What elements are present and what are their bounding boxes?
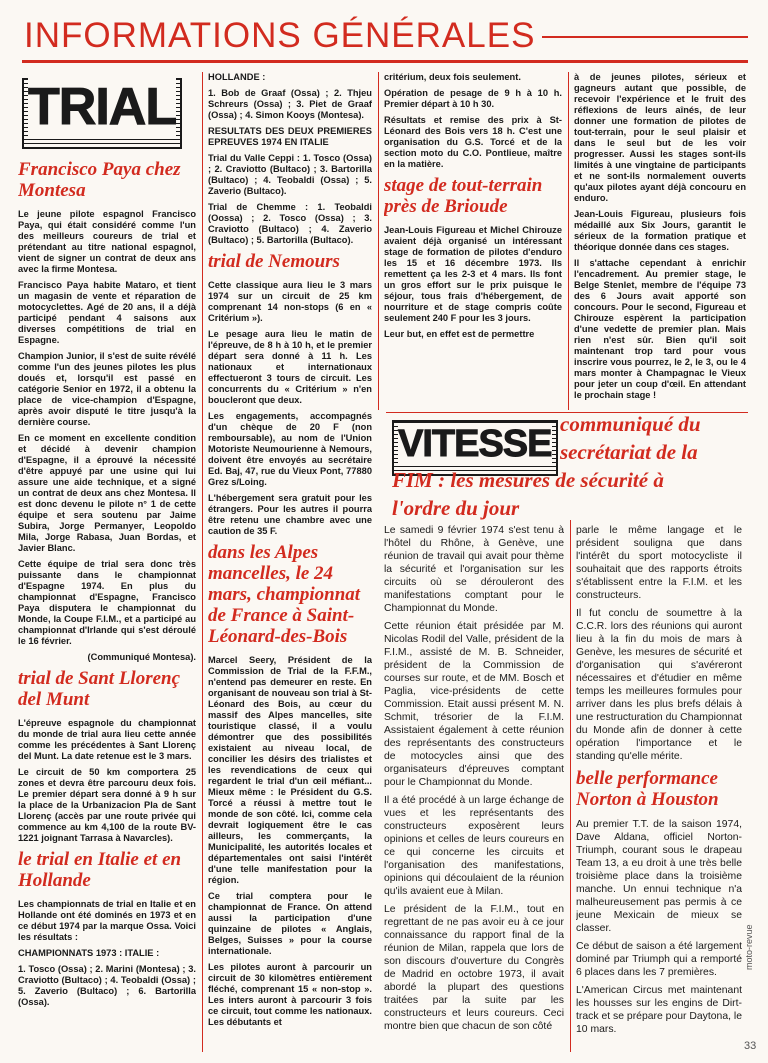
vitesse-column-left [384, 524, 564, 1054]
paragraph: à de jeunes pilotes, sérieux et gagneurs autant que possible, de recevoir l'expérience et le fruit des réflexions de leurs aînés, de leur donner une formation de pilotes de tout-terrain, pour le seul plaisir et dans le seul but de les voir progresser. Aussi les stages sont-ils limités à une vingtaine de participants et ne sont-ils normalement ouverts qu'aux pilotes ayant déjà concouru en enduro. [574, 72, 746, 203]
column-4 [574, 72, 746, 408]
column-divider-4 [570, 520, 571, 1052]
column-divider-2 [378, 72, 379, 410]
section-title: INFORMATIONS GÉNÉRALES [24, 16, 536, 55]
page-header [22, 10, 748, 63]
paragraph: Au premier T.T. de la saison 1974, Dave Aldana, officiel Norton-Triumph, courant sous le drapeau Team 13, a eu droit à une très belle troisième place dans la troisième manche. Un ennui technique n'a malheureusement pas permis à ce jeune Mexicain de mieux se classer. [576, 819, 742, 934]
headline-sant-llorenc: trial de Sant Llorenç del Munt [18, 668, 181, 710]
paragraph: parle le même langage et le président souligna que dans l'intérêt du sport motocycliste il souhaitait que des rapports étroits s'établissent entre la F.I.M. et les constructeurs. [576, 525, 742, 601]
paragraph: 1. Bob de Graaf (Ossa) ; 2. Thjeu Schreurs (Ossa) ; 3. Piet de Graaf (Ossa) ; 4. Simon Kooys (Montesa). [208, 88, 372, 120]
paragraph: L'American Circus met maintenant les housses sur les engins de Dirt-track et se prépare pour Daytona, le 10 mars. [576, 985, 742, 1035]
column-2 [208, 72, 372, 1052]
paragraph: Le président de la F.I.M., tout en regrettant de ne pas avoir eu à ce jour connaissance du rapport final de la réunion de Milan, rappela que lors de son discours d'ouverture du Congrès de Madrid en octobre 1973, il avait abordé la plupart des questions traitées par la suite par les constructeurs et leurs coureurs. Ceci montre bien que chacun de son côté [384, 904, 564, 1032]
headline-nemours: trial de Nemours [208, 251, 340, 272]
paragraph: Résultats et remise des prix à St-Léonard des Bois vers 18 h. C'est une organisation du G.S. Torcé et de la section moto du C.O. Pontlieue, maître en la matière. [384, 115, 562, 169]
paragraph: Le circuit de 50 km comportera 25 zones et devra être parcouru deux fois. Le premier départ sera donné à 9 h sur la place de la Urbanizacion Pla de Sant Llorenç (accès par une route privée qui commence au km 4,100 de la route BV-1221 joignant Tarrasa à Navarcles). [18, 767, 196, 843]
paragraph: Ce début de saison a été largement dominé par Triumph qui a remporté 6 places dans les 7 premières. [576, 941, 742, 978]
paragraph: Le jeune pilote espagnol Francisco Paya, qui était considéré comme l'un des meilleurs coureurs de trial et prétendant au titre national espagnol, vient de signer un contrat de deux ans avec la firme Montesa. [18, 209, 196, 274]
paragraph: Jean-Louis Figureau et Michel Chirouze avaient déjà organisé un intéressant stage de formation de pilotes d'enduro les 15 et 16 décembre 1973. Ils remettent ça les 2-3 et 4 mars. Ils font un gros effort sur le prix puisque le séjour, tous frais d'hébergement, de nourriture et de stage compris coûte seulement 240 F pour les 3 jours. [384, 225, 562, 323]
paragraph: Les championnats de trial en Italie et en Hollande ont été dominés en 1973 et en ce début 1974 par la marque Ossa. Voici les résultats : [18, 899, 196, 942]
headline-norton: belle performance Norton à Houston [576, 768, 719, 810]
paragraph: Champion Junior, il s'est de suite révélé comme l'un des jeunes pilotes les plus doués et, lorsqu'il est passé en catégorie Senior en 1972, il a obtenu la place de vice-champion d'Espagne, après avoir disputé le titre jusqu'à la dernière course. [18, 351, 196, 427]
column-divider-3 [568, 72, 569, 410]
paragraph: critérium, deux fois seulement. [384, 72, 521, 82]
paragraph: Marcel Seery, Président de la Commission de Trial de la F.F.M., n'entend pas demeurer en reste. En organisant de nouveau son trial à St-Léonard des Bois, au cœur du massif des Alpes mancelles, site touristique classé, il a voulu démontrer que des possibilités existaient au niveau local, de concilier les désirs des trialistes et les revendications de ceux qui regardent le trial d'un œil méfiant... Mieux même : le Président du G.S. Torcé a réussi à mettre tout le monde de son côté. Ici, comme cela devrait logiquement être le cas ailleurs, les commerçants, la Municipalité, les autorités locales et départementales ont saisi l'intérêt d'une telle manifestation pour la région. [208, 655, 372, 885]
paragraph: Francisco Paya habite Mataro, et tient un magasin de vente et réparation de motocyclettes. Agé de 20 ans, il a déjà participé pendant 4 saisons aux diverses compétitions de trial en Espagne. [18, 280, 196, 345]
headline-paya: Francisco Paya chez Montesa [18, 159, 181, 201]
paragraph: L'hébergement sera gratuit pour les étrangers. Pour les autres il pourra être retenu une chambre avec une caution de 35 F. [208, 493, 372, 536]
column-1 [18, 72, 196, 1052]
headline-brioude: stage de tout-terrain près de Brioude [384, 175, 543, 217]
column-3 [384, 72, 562, 408]
vitesse-headline-2: secrétariat de la [560, 440, 698, 464]
paragraph: 1. Tosco (Ossa) ; 2. Marini (Montesa) ; 3. Craviotto (Bultaco) ; 4. Teobaldi (Ossa) ; 5. Zaverio (Bultaco) ; 6. Bartorilla (Ossa). [18, 964, 196, 1007]
paragraph: Les pilotes auront à parcourir un circuit de 30 kilomètres entièrement fléché, comprenant 15 « non-stop ». Les inters auront à parcourir 3 fois ce circuit, tout comme les nationaux. Les débutants et [208, 962, 372, 1027]
paragraph: Trial du Valle Ceppi : 1. Tosco (Ossa) ; 2. Craviotto (Bultaco) ; 3. Bartorilla (Bultaco) ; 4. Teobaldi (Ossa) ; 5. Zaverio (Bultaco). [208, 153, 372, 196]
paragraph: Trial de Chemme : 1. Teobaldi (Oossa) ; 2. Tosco (Ossa) ; 3. Craviotto (Bultaco) ; 4. Zaverio (Bultaco) ; 5. Bartorilla (Bultaco). [208, 202, 372, 245]
vitesse-column-right [576, 524, 742, 1054]
paragraph: Leur but, en effet est de permettre [384, 329, 535, 339]
paragraph: Le pesage aura lieu le matin de l'épreuve, de 8 h à 10 h, et le premier départ sera donné à 11 h. Les nationaux et internationaux effectueront 3 tours de circuit. Les concurrents du « Critérium » n'en boucleront que deux. [208, 329, 372, 405]
column-divider-1 [202, 72, 203, 1052]
paragraph: Il fut conclu de soumettre à la C.C.R. lors des réunions qui auront lieu à la fin du mois de mars à Genève, les mesures de sécurité et d'organisation qui s'avéreront nécessaires et d'étudier en même temps les meilleures formules pour arriver dans les plus brefs délais à une restructuration du Championnat du Monde afin de donner à cette opération l'importance et le standing qu'elle mérite. [576, 608, 742, 762]
paragraph: Ce trial comptera pour le championnat de France. On attend aussi la participation d'une quinzaine de pilotes « Anglais, Belges, Suisses » pour la course internationale. [208, 891, 372, 956]
vitesse-logo: VITESSE [392, 420, 558, 476]
results-label: RESULTATS DES DEUX PREMIERES EPREUVES 1974 EN ITALIE [208, 126, 372, 147]
vitesse-headline-4: l'ordre du jour [392, 496, 520, 520]
paragraph: Cette équipe de trial sera donc très puissante dans le championnat d'Espagne 1974. En plus du championnat d'Espagne, Francisco Paya disputera le championnat du Monde, la Coupe F.I.M., et a participé au championnat d'Irlande qui s'est déroulé le 16 février. [18, 559, 196, 646]
paragraph: L'épreuve espagnole du championnat du monde de trial aura lieu cette année comme les précédentes à Sant Llorenç del Munt. La date retenue est le 3 mars. [18, 718, 196, 761]
paragraph: Il a été procédé à un large échange de vues et les représentants des constructeurs exposèrent leurs opinions et celles de leurs coureurs en ce qui concerne les circuits et l'organisation des manifestations, opinions qui découlaient de la réunion qu'ils avaient eue à Milan. [384, 795, 564, 897]
vitesse-headline-1: communiqué du [560, 412, 701, 436]
signature: (Communiqué Montesa). [87, 652, 196, 662]
paragraph: Cette classique aura lieu le 3 mars 1974 sur un circuit de 25 km comprenant 14 non-stops (6 en « Critérium »). [208, 280, 372, 323]
paragraph: Il s'attache cependant à enrichir l'encadrement. Au premier stage, le Belge Stenlet, membre de l'équipe 73 des 6 Jours avait apporté son concours. Pour le second, Figureau et Chirouze espèrent la participation d'une vedette de premier plan. Mais rien n'est sûr. Bien qu'il soit maintenant trop tard pour vous inscrire vous pourrez, le 2, le 3, ou le 4 mars monter à Champagnac le Vieux pour jeter un coup d'œil. En attendant le prochain stage ! [574, 258, 746, 400]
page-number: 33 [744, 1040, 757, 1052]
paragraph: Jean-Louis Figureau, plusieurs fois médaillé aux Six Jours, garantit le sérieux de la formation pratique et théorique donnée dans ces stages. [574, 209, 746, 252]
trial-logo: TRIAL [22, 78, 196, 149]
paragraph: Le samedi 9 février 1974 s'est tenu à l'hôtel du Rhône, à Genève, une réunion de travail qui avait pour thème la sécurité et l'organisation sur les circuits où se dérouleront des manifestations comptant pour le Championnat du Monde. [384, 525, 564, 614]
results-label: CHAMPIONNATS 1973 : ITALIE : [18, 948, 160, 958]
paragraph: En ce moment en excellente condition et décidé à devenir champion d'Espagne, il a éprouvé la nécessité d'être appuyé par une usine qui lui assure une aide technique, et a signé un contrat de deux ans chez Montesa. Il est donc devenu le pilote n° 1 de cette équipe et sera soutenu par Jaime Subira, Jorge Permanyer, Leopoldo Mila, Jorge Rabasa, Juan Bordas, et Javier Blanc. [18, 433, 196, 553]
paragraph: Les engagements, accompagnés d'un chèque de 20 F (non remboursable), au nom de l'Union Motoriste Neumourienne à Nemours, doivent être envoyés au secrétaire Ed. Baj, 47, rue du Vieux Pont, 77880 Grez s/Loing. [208, 411, 372, 487]
paragraph: Cette réunion était présidée par M. Nicolas Rodil del Valle, président de la F.I.M., assisté de M. B. Schneider, président de la Commission de courses sur route, et de MM. Bosch et Paglia, vice-présidents de cette Commission. Etait aussi présent M. N. Schmit, trésorier de la F.I.M. Assistaient également à cette réunion des représentants des constructeurs de motocycles ainsi que des organisateurs d'épreuves comptant pour le Championnat du Monde. [384, 621, 564, 788]
headline-italie-hollande: le trial en Italie et en Hollande [18, 849, 182, 891]
magazine-name: moto-revue [744, 924, 754, 970]
results-label: HOLLANDE : [208, 72, 266, 82]
vitesse-headline-3: FIM : les mesures de sécurité à [392, 468, 664, 492]
header-rule [542, 36, 748, 38]
headline-alpes-mancelles: dans les Alpes mancelles, le 24 mars, championnat de France à Saint-Léonard-des-Bois [208, 542, 361, 647]
paragraph: Opération de pesage de 9 h à 10 h. Premier départ à 10 h 30. [384, 88, 562, 109]
